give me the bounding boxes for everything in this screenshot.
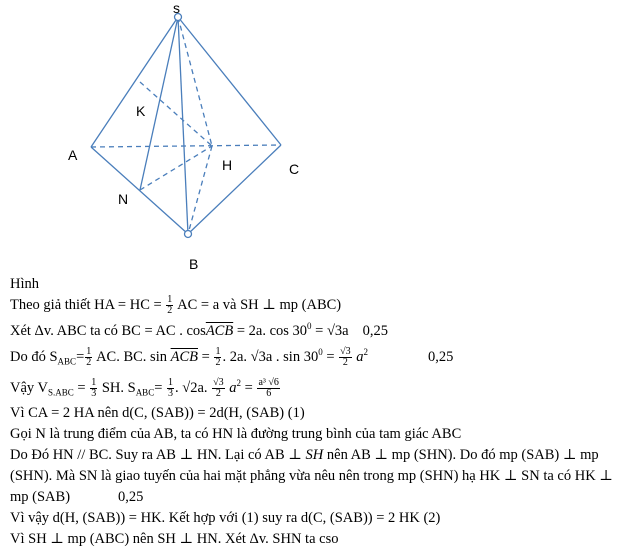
label-n: N — [118, 191, 129, 207]
fraction: $\frac{1}{3}$ — [168, 376, 174, 399]
score: 0,25 — [362, 323, 388, 339]
line-sh-hn: Vì SH ⊥ mp (ABC) nên SH ⊥ HN. Xét Δv. SHN ta cso — [10, 531, 339, 548]
fraction: $\frac{√3}{2}$ — [340, 346, 351, 368]
score: 0,25 — [118, 489, 144, 506]
score: 0,25 — [428, 348, 454, 365]
label-c: C — [289, 161, 300, 177]
label-b: B — [189, 256, 199, 272]
edge-hk — [140, 82, 212, 146]
line-area: Do đó $S_{ABC}=$ $\frac{1}{2}$ AC. BC. $\sin \overline{ACB}$ = $\frac{1}{2}$ . 2a. √3a . $\sin 30^0$ = $\frac{√3}{2}$ $a^2$ 0,25 — [10, 346, 454, 368]
label-k: K — [136, 103, 146, 119]
edge-sc — [178, 17, 281, 145]
edge-ac — [91, 145, 281, 147]
fraction: $\frac{1}{2}$ — [215, 346, 221, 368]
label-a: A — [68, 147, 78, 163]
line-midpoint: Gọi N là trung điểm của AB, ta có HN là đường trung bình của tam giác ABC — [10, 426, 462, 443]
fraction: $\frac{\text{a³ √6}}{6}$ — [258, 376, 279, 399]
edge-hb — [188, 146, 212, 234]
fraction: $\frac{1}{2}$ — [167, 294, 173, 317]
line-conclusion: Vì vậy d(H, (SAB)) = HK. Kết hợp với (1) suy ra d(C, (SAB)) = 2 HK (2) — [10, 510, 441, 527]
edge-sa — [91, 17, 178, 147]
fraction: $\frac{1}{3}$ — [91, 376, 97, 399]
line-hypothesis: Theo giả thiết HA = HC = $\frac{1}{2}$ AC = a và SH ⊥ mp (ABC) — [10, 294, 342, 317]
edge-sb — [178, 17, 188, 234]
line-volume: Vậy $V_{S.ABC}$ = $\frac{1}{3}$ SH. $S_{ABC}=$ $\frac{1}{3}$ . √2a. $\frac{√3}{2}$ $a^2$ = $\frac{\text{a³ √6}}{6}$ — [10, 376, 279, 399]
line-distance-relation: Vì CA = 2 HA nên d(C, (SAB)) = 2d(H, (SAB) (1) — [10, 405, 305, 422]
fraction: $\frac{√3}{2}$ — [213, 376, 224, 399]
line-bc: Xét Δv. ABC ta có BC = AC . $\cos\overline{ACB} = 2a$. $\cos 30^0 = √3a$ 0,25 — [10, 321, 388, 339]
edge-ab — [91, 147, 188, 234]
point-b — [185, 231, 192, 238]
fraction: $\frac{1}{2}$ — [86, 346, 92, 368]
edge-sn — [140, 17, 178, 190]
solution-text — [10, 274, 635, 550]
label-s: s — [173, 0, 180, 16]
edge-bc — [188, 145, 281, 234]
figure-caption: Hình — [10, 276, 39, 292]
line-perpendicular: Do Đó HN // BC. Suy ra AB ⊥ HN. Lại có AB ⊥ SH nên AB ⊥ mp (SHN). Do đó mp (SAB) ⊥ mp (SHN). Mà SN là giao tuyến của hai mặt phẳng vừa nêu nên trong mp (SHN) hạ HK ⊥ SN ta có HK ⊥ mp (SAB) 0,25 — [10, 447, 613, 506]
label-h: H — [222, 157, 233, 173]
